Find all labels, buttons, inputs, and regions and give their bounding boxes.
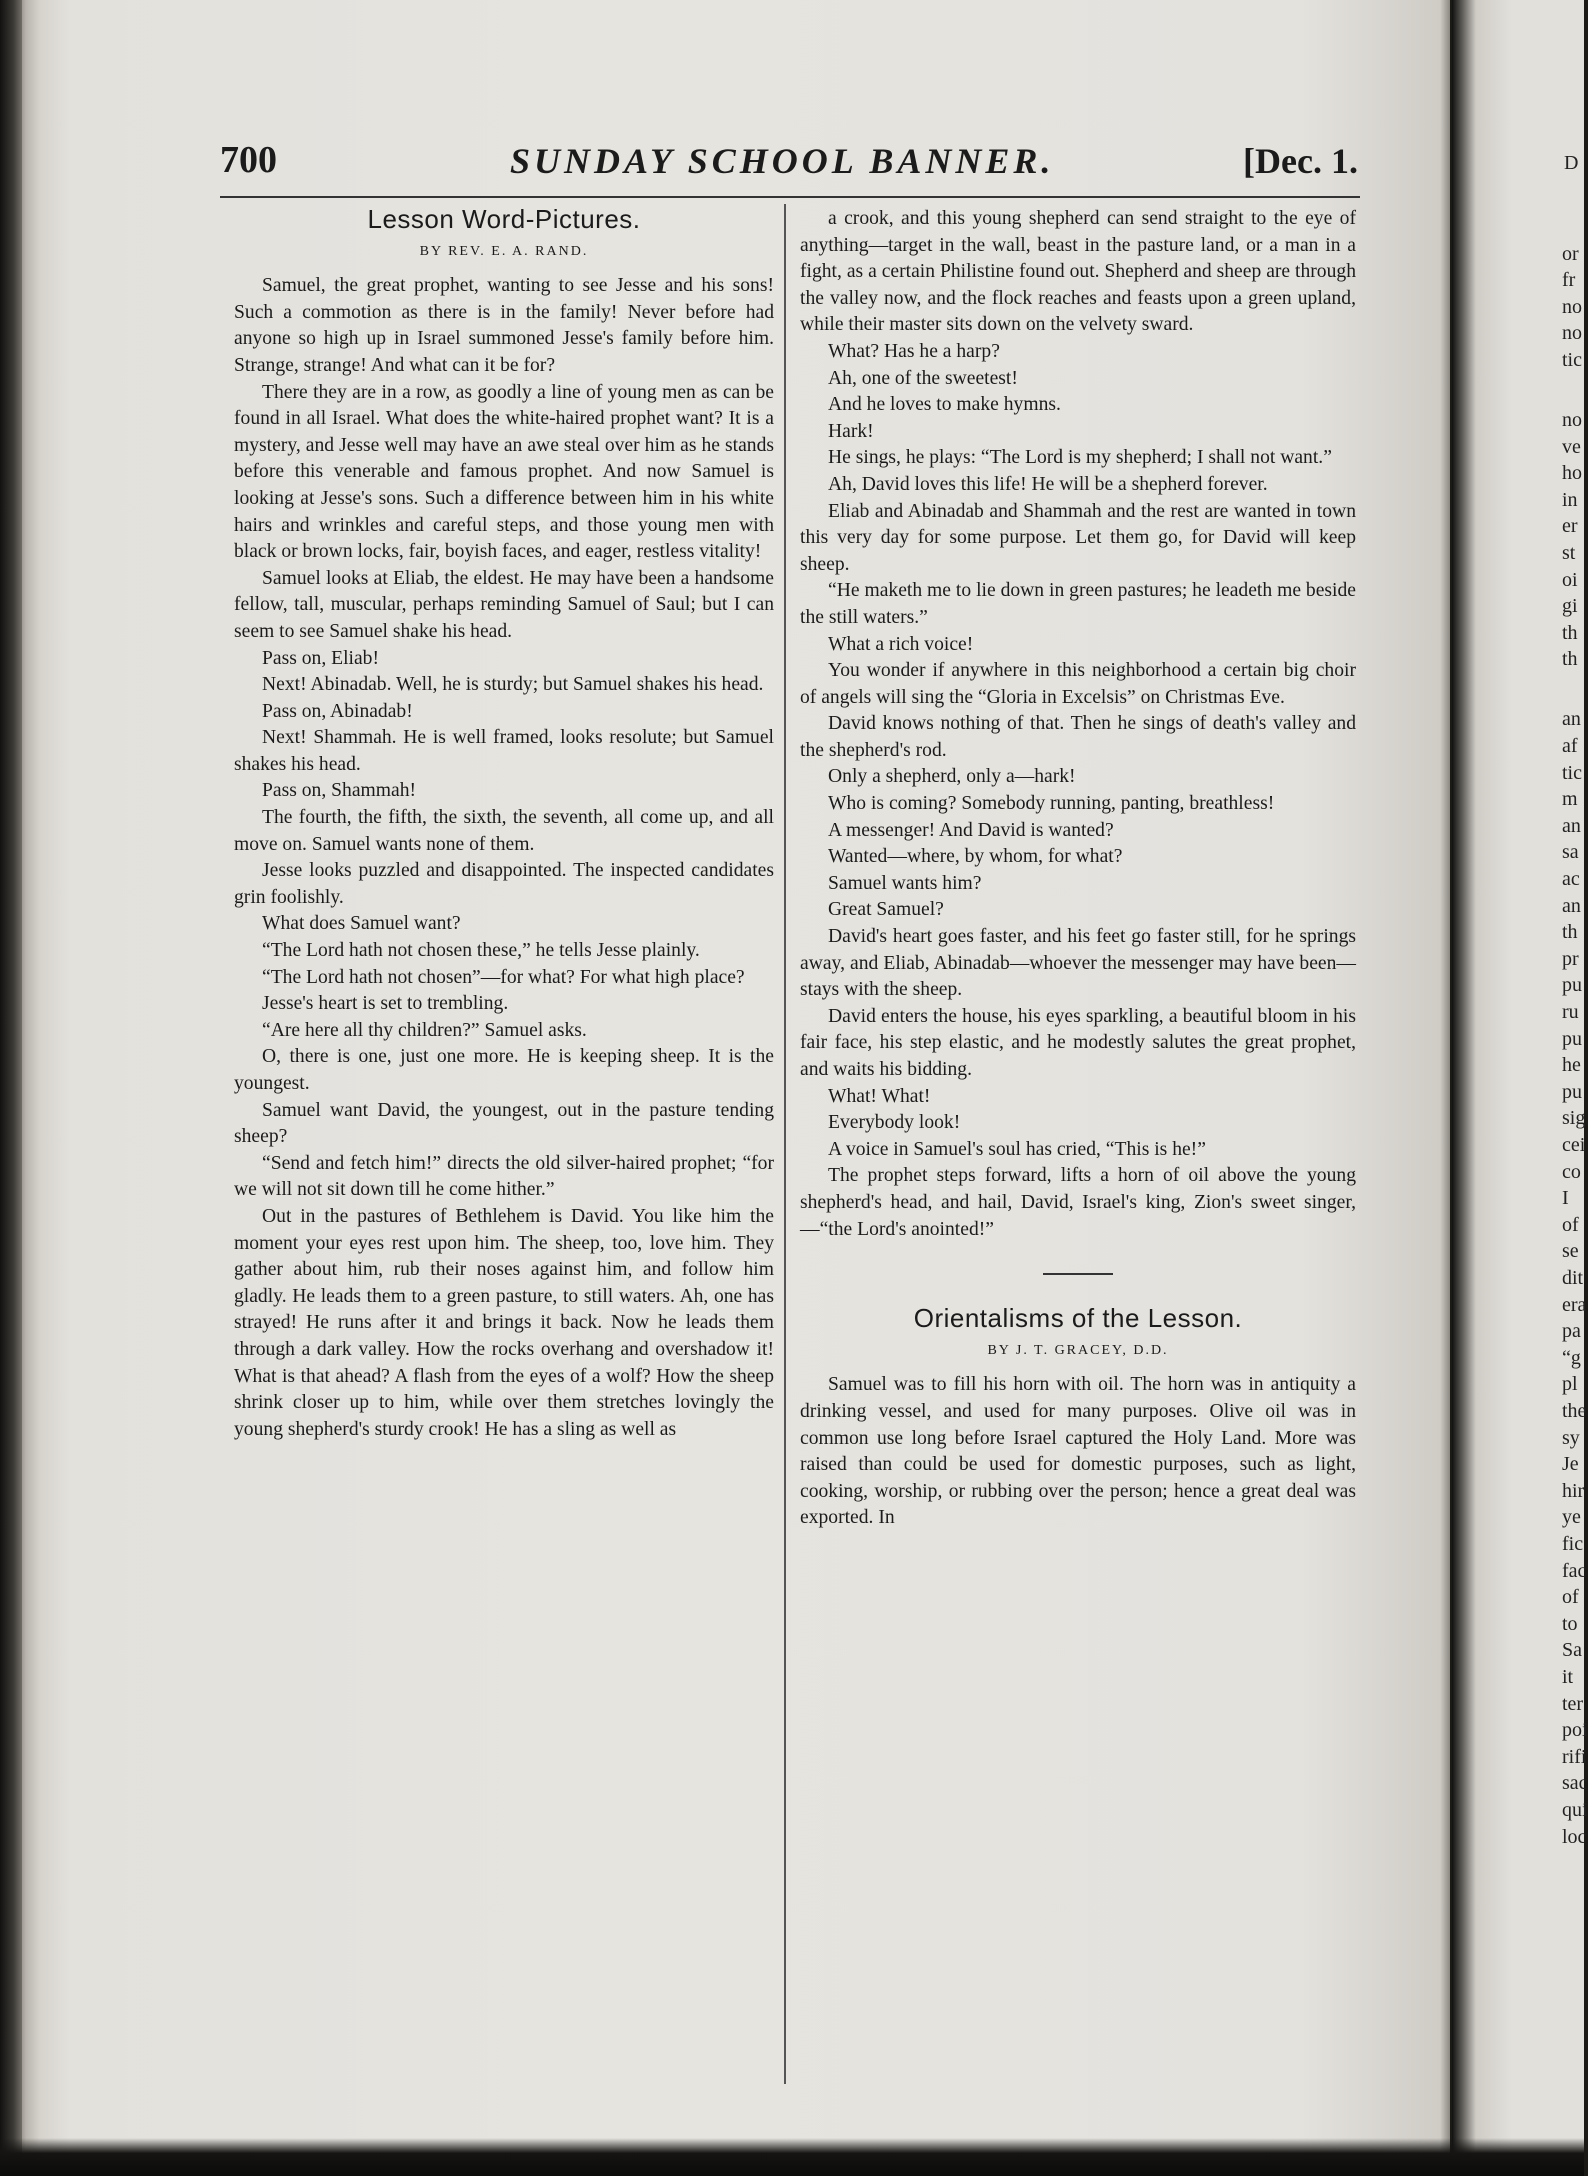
adjacent-page-fragment: ve [1562,435,1581,458]
adjacent-page-fragment: it [1562,1666,1574,1688]
adjacent-page-fragment: cei [1562,1134,1586,1156]
journal-title: SUNDAY SCHOOL BANNER. [510,141,1055,181]
adjacent-page-fragment: hir [1562,1479,1585,1502]
right-column [800,206,1356,1532]
adjacent-page-fragment: af [1562,735,1578,757]
paragraph: David enters the house, his eyes sparkling, a beautiful bloom in his fair face, his step elastic, and he modestly salutes the great prophet, and waits his bidding. [800,1005,1356,1080]
paragraph: What a rich voice! [828,633,974,655]
adjacent-page-fragment: rifi [1562,1745,1587,1768]
adjacent-page-fragment: an [1562,708,1581,731]
running-header [220,138,1358,198]
adjacent-page-fragment: no [1562,409,1582,431]
left-column-body [234,273,774,1443]
adjacent-page-fragment: pu [1562,1027,1582,1050]
paragraph: What? Has he a harp? [828,340,1000,362]
paragraph: Samuel wants him? [828,872,982,894]
adjacent-page-fragment: Je [1562,1453,1579,1476]
paragraph: Pass on, Abinadab! [262,700,413,722]
adjacent-page-fragment: fic [1562,1533,1584,1555]
byline: BY REV. E. A. RAND. [419,243,589,259]
adjacent-page-fragment: qui [1562,1799,1588,1821]
paragraph: Pass on, Eliab! [262,647,380,669]
adjacent-page-fragment: fr [1562,269,1576,292]
adjacent-page-fragment: gi [1562,595,1578,618]
adjacent-page-fragment: the [1562,1400,1587,1422]
adjacent-page-fragment: co [1562,1160,1581,1183]
paragraph: A messenger! And David is wanted? [828,819,1114,841]
adjacent-page-fragment: tic [1562,349,1582,371]
adjacent-page-fragment: th [1562,621,1578,644]
adjacent-page-fragment: poi [1562,1719,1588,1742]
adjacent-page-fragment: no [1562,295,1582,318]
adjacent-page-edge [1452,0,1588,2176]
book-spine-shadow [0,0,22,2176]
paragraph: A voice in Samuel's soul has cried, “This is he!” [828,1138,1206,1160]
orientalisms-body [800,1372,1356,1532]
paragraph: The prophet steps forward, lifts a horn of oil above the young shepherd's head, and hail, David, Israel's king, Zion's sweet singer,—“the Lord's anointed!” [800,1165,1356,1240]
paragraph: Hark! [828,420,874,442]
book-bottom-edge [0,2138,1584,2176]
adjacent-page-fragment: of [1562,1586,1579,1609]
paragraph: What! What! [828,1085,931,1107]
adjacent-page-fragment: oi [1562,568,1578,591]
adjacent-page-fragment: sac [1562,1772,1588,1795]
paragraph: You wonder if anywhere in this neighborhood a certain big choir of angels will sing the “Gloria in Excelsis” on Christmas Eve. [800,660,1356,708]
adjacent-page-fragment: sa [1562,841,1579,864]
adjacent-page-fragment: Sa [1562,1639,1582,1662]
adjacent-page-fragment: an [1562,894,1581,917]
paragraph: Samuel looks at Eliab, the eldest. He may have been a handsome fellow, tall, muscular, perhaps reminding Samuel of Saul; but I can seem to see Samuel shake his head. [234,567,774,642]
paragraph: David knows nothing of that. Then he sings of death's valley and the shepherd's rod. [800,713,1356,761]
adjacent-page-fragment: I [1562,1187,1569,1210]
paragraph: “The Lord hath not chosen”—for what? For what high place? [262,966,745,988]
paragraph: Wanted—where, by whom, for what? [828,846,1123,868]
byline-gracey: BY J. T. GRACEY, D.D. [987,1342,1169,1358]
paragraph: “Are here all thy children?” Samuel asks. [262,1019,587,1041]
adjacent-page-fragment: m [1562,788,1578,811]
paragraph: Great Samuel? [828,899,944,921]
adjacent-page-fragment: dit [1562,1267,1584,1289]
paragraph: Only a shepherd, only a—hark! [828,766,1076,788]
adjacent-page-fragment: ru [1562,1001,1579,1023]
paragraph: And he loves to make hymns. [828,394,1061,416]
adjacent-page-fragment: he [1562,1054,1581,1077]
adjacent-page-fragment: to [1562,1612,1578,1635]
adjacent-page-fragment: “g [1562,1346,1581,1369]
column-divider [784,204,786,2084]
paragraph: Samuel want David, the youngest, out in the pasture tending sheep? [234,1099,774,1148]
adjacent-page-fragment: th [1562,648,1578,671]
paragraph: Samuel, the great prophet, wanting to see Jesse and his sons! Such a commotion as there is in the family! Never before had anyone so high up in Israel summoned Jesse's family before him. Strange, strange! And what can it be for? [234,275,774,376]
adjacent-page-fragment: st [1562,542,1576,564]
paragraph: O, there is one, just one more. He is keeping sheep. It is the youngest. [234,1046,774,1094]
paragraph: “Send and fetch him!” directs the old silver-haired prophet; “for we will not sit down till he come hither.” [234,1152,774,1201]
paragraph: “The Lord hath not chosen these,” he tells Jesse plainly. [262,940,700,962]
issue-date: [Dec. 1. [1243,141,1358,181]
paragraph: There they are in a row, as goodly a line of young men as can be found in all Israel. What does the white-haired prophet want? It is a mystery, and Jesse well may have an awe steal over him as he stands before this venerable and famous prophet. And now Samuel is looking at Jesse's sons. Such a difference between him in his white hairs and wrinkles and careful steps, and those young men with black or brown locks, fair, boyish faces, and eager, restless vitality! [234,381,774,563]
page-number: 700 [220,139,277,181]
left-column [234,206,774,1443]
paragraph: What does Samuel want? [262,913,461,935]
adjacent-page-fragment: er [1562,515,1578,538]
adjacent-page-fragment: ter [1562,1692,1584,1715]
adjacent-page-fragment: era [1562,1293,1587,1316]
adjacent-page-fragment: no [1562,322,1582,345]
paragraph: He sings, he plays: “The Lord is my shepherd; I shall not want.” [828,447,1332,469]
adjacent-page-fragment: pr [1562,947,1579,970]
adjacent-page-fragment: tic [1562,761,1582,784]
adjacent-page-fragment: in [1562,488,1578,511]
adjacent-page-fragment: se [1562,1240,1579,1263]
paragraph: Ah, David loves this life! He will be a shepherd forever. [828,473,1268,495]
section-separator [1043,1273,1113,1275]
adjacent-page-fragment: th [1562,921,1578,944]
paragraph: Who is coming? Somebody running, panting, breathless! [828,793,1275,815]
paragraph: a crook, and this young shepherd can send straight to the eye of anything—target in the wall, beast in the pasture land, or a man in a fight, as a certain Philistine found out. Shepherd and sheep are through the valley now, and the flock reaches and feasts upon a green upland, while their master sits down on the velvety sward. [800,208,1356,336]
right-column-body [800,206,1356,1243]
adjacent-page-fragment: sy [1562,1426,1580,1449]
adjacent-page-fragment: loc [1562,1825,1587,1848]
paragraph: Next! Abinadab. Well, he is sturdy; but Samuel shakes his head. [262,674,764,696]
paragraph: Next! Shammah. He is well framed, looks resolute; but Samuel shakes his head. [234,727,774,775]
header-rule [220,196,1360,198]
adjacent-page-fragment: pu [1562,1080,1582,1103]
adjacent-page-fragment: ho [1562,462,1582,485]
adjacent-page-fragment: an [1562,814,1581,837]
section-title-orientalisms: Orientalisms of the Lesson. [913,1303,1243,1334]
adjacent-page-fragment: of [1562,1213,1579,1236]
adjacent-page-fragment: or [1562,242,1579,265]
adjacent-page-fragment: pu [1562,974,1582,997]
paragraph: The fourth, the fifth, the sixth, the seventh, all come up, and all move on. Samuel wants none of them. [234,807,774,855]
adjacent-page-fragment: fac [1562,1559,1587,1582]
paragraph: Everybody look! [828,1112,961,1134]
paragraph: Eliab and Abinadab and Shammah and the rest are wanted in town this very day for some purpose. Let them go, for David will keep sheep. [800,500,1356,575]
paragraph: Jesse looks puzzled and disappointed. The inspected candidates grin foolishly. [234,860,774,908]
paragraph: Pass on, Shammah! [262,780,417,802]
paragraph: “He maketh me to lie down in green pastures; he leadeth me beside the still waters.” [800,580,1356,628]
adjacent-page-fragment: ac [1562,868,1580,890]
paragraph: Ah, one of the sweetest! [828,367,1018,389]
paragraph: Out in the pastures of Bethlehem is David. You like him the moment your eyes rest upon him. The sheep, too, love him. They gather about him, rub their noses against him, and follow him gladly. He leads them to a green pasture, to still waters. Ah, one has strayed! He runs after it and brings it back. Now he leads them through a dark valley. How the rocks overhang and overshadow it! What is that ahead? A flash from the eyes of a wolf? How the sheep shrink closer up to him, while over them stretches lovingly the young shepherd's sturdy crook! He has a sling as well as [234,1205,774,1440]
adjacent-page-fragment: D [1564,152,1579,174]
paragraph: Samuel was to fill his horn with oil. The horn was in antiquity a drinking vessel, and used for many purposes. Olive oil was in common use long before Israel captured the Holy Land. More was raised than could be used for domestic purposes, such as light, cooking, worship, or rubbing over the person; hence a great deal was exported. In [800,1374,1356,1529]
adjacent-page-fragment: pl [1562,1373,1578,1396]
adjacent-page-fragment: pa [1562,1320,1581,1343]
section-title: Lesson Word-Pictures. [367,204,641,234]
paragraph: David's heart goes faster, and his feet go faster still, for he springs away, and Eliab, Abinadab—whoever the messenger may have been—stays with the sheep. [800,926,1356,1001]
adjacent-page-fragment: sig [1562,1107,1586,1130]
adjacent-page-fragment: ye [1562,1506,1581,1529]
paragraph: Jesse's heart is set to trembling. [262,993,509,1015]
